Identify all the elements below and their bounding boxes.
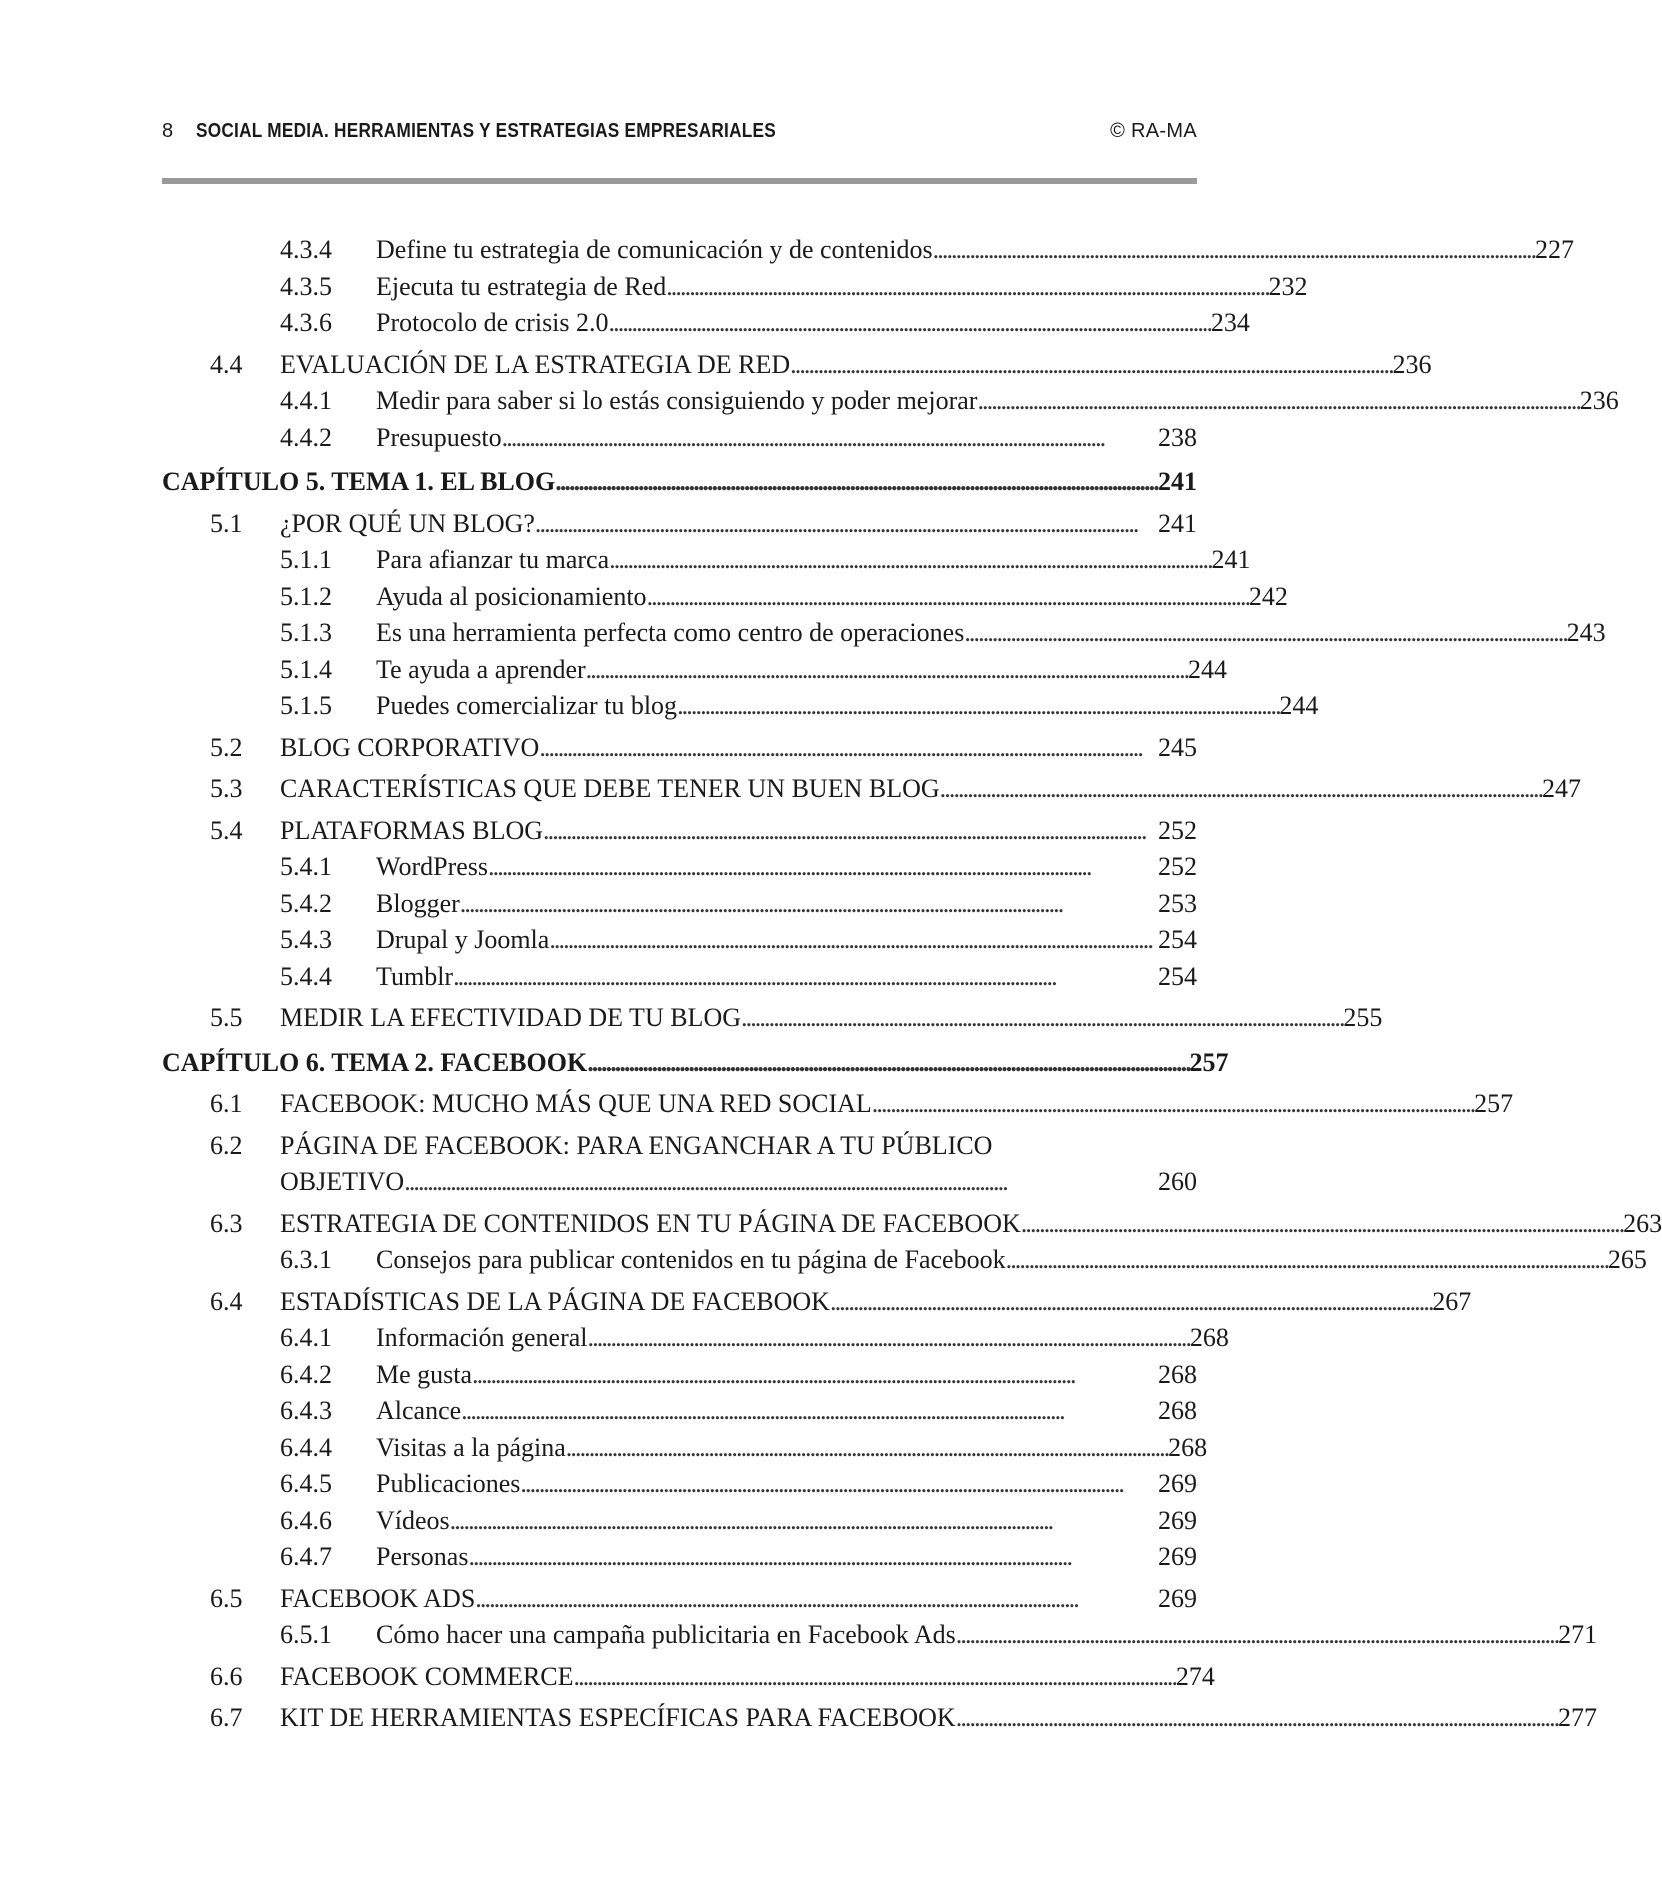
toc-entry-page: 268 <box>1189 1323 1229 1352</box>
toc-entry-title: Publicaciones <box>376 1469 521 1498</box>
toc-entry-row <box>162 1128 1197 1165</box>
toc-dot-leader <box>677 688 1277 725</box>
toc-entry-page: 236 <box>1579 386 1619 415</box>
toc-entry-page: 247 <box>1541 774 1581 803</box>
toc-entry-title: Define tu estrategia de comunicación y de contenidos <box>376 235 933 264</box>
toc-entry-number: 5.1.1 <box>280 545 332 574</box>
toc-dot-leader <box>790 347 1390 384</box>
toc-entry-row <box>162 1000 1383 1037</box>
toc-entry-number: 6.6 <box>210 1661 243 1691</box>
toc-entry-row <box>162 922 1197 959</box>
toc-entry-row <box>162 688 1319 725</box>
toc-dot-leader <box>539 730 1156 767</box>
toc-entry-page: 267 <box>1432 1286 1472 1316</box>
toc-entry-title: BLOG CORPORATIVO <box>280 732 540 762</box>
toc-dot-leader <box>977 383 1577 420</box>
toc-entry-title: Protocolo de crisis 2.0 <box>376 308 609 337</box>
toc-entry-title: FACEBOOK COMMERCE <box>280 1661 574 1691</box>
toc-dot-leader <box>647 579 1247 616</box>
toc-entry-page: 260 <box>1158 1167 1197 1196</box>
toc-dot-leader <box>940 771 1540 808</box>
toc-entry-page: 253 <box>1158 888 1197 918</box>
toc-entry-title: CARACTERÍSTICAS QUE DEBE TENER UN BUEN BLOG <box>280 774 940 803</box>
toc-entry-number: 5.5 <box>210 1003 243 1032</box>
toc-entry-row <box>162 1284 1472 1321</box>
toc-dot-leader <box>543 813 1156 850</box>
toc-dot-leader <box>587 1045 1187 1082</box>
toc-entry-number: 4.4 <box>210 349 243 379</box>
toc-entry-row <box>162 305 1250 342</box>
toc-entry-title: FACEBOOK ADS <box>280 1583 476 1613</box>
toc-dot-leader <box>588 1320 1188 1357</box>
toc-entry-title: ¿POR QUÉ UN BLOG? <box>280 508 535 538</box>
toc-entry-title: Te ayuda a aprender <box>376 654 586 684</box>
toc-entry-page: 269 <box>1158 1542 1197 1571</box>
toc-entry-row <box>162 1357 1197 1394</box>
toc-dot-leader <box>450 1503 1156 1540</box>
toc-entry-row <box>162 1503 1197 1540</box>
toc-entry-title: Me gusta <box>376 1359 473 1389</box>
toc-entry-page: 268 <box>1158 1359 1197 1389</box>
toc-entry-number: 6.4.1 <box>280 1323 332 1352</box>
toc-entry-page: 274 <box>1175 1661 1215 1691</box>
toc-entry-number: 5.4 <box>210 815 243 845</box>
toc-entry-number: 4.3.5 <box>280 271 332 301</box>
header-book-title: SOCIAL MEDIA. HERRAMIENTAS Y ESTRATEGIAS EMPRESARIALES <box>196 120 777 142</box>
toc-dot-leader <box>404 1164 1156 1201</box>
toc-entry-row <box>162 1430 1208 1467</box>
toc-entry-number: 6.5 <box>210 1583 243 1613</box>
toc-entry-title: Personas <box>376 1542 469 1571</box>
toc-dot-leader <box>520 1466 1156 1503</box>
toc-dot-leader <box>1021 1206 1621 1243</box>
toc-entry-row <box>162 771 1581 808</box>
toc-entry-title: ESTRATEGIA DE CONTENIDOS EN TU PÁGINA DE FACEBOOK <box>280 1208 1021 1238</box>
toc-entry-page: 257 <box>1189 1047 1229 1077</box>
toc-entry-page: 271 <box>1558 1620 1598 1649</box>
toc-entry-number: 6.4 <box>210 1286 243 1316</box>
toc-dot-leader <box>586 652 1186 689</box>
toc-entry-row <box>162 420 1197 457</box>
toc-entry-page: 241 <box>1158 508 1197 538</box>
toc-dot-leader <box>872 1086 1472 1123</box>
toc-entry-row <box>162 1539 1197 1576</box>
toc-entry-title: Medir para saber si lo estás consiguiendo y poder mejorar <box>376 386 978 415</box>
toc-entry-title: Drupal y Joomla <box>376 925 550 954</box>
toc-dot-leader <box>460 886 1156 923</box>
toc-entry-row <box>162 1320 1229 1357</box>
toc-dot-leader <box>453 959 1156 996</box>
toc-entry-number: 6.4.4 <box>280 1432 332 1462</box>
toc-entry-page: 232 <box>1268 271 1308 301</box>
toc-entry-row <box>162 1242 1647 1279</box>
toc-entry-title: Cómo hacer una campaña publicitaria en Facebook Ads <box>376 1620 956 1649</box>
toc-entry-number: 5.1.5 <box>280 691 332 720</box>
toc-entry-title: CAPÍTULO 6. TEMA 2. FACEBOOK <box>162 1047 588 1077</box>
toc-entry-page: 252 <box>1158 852 1197 881</box>
toc-entry-row <box>162 506 1197 543</box>
header-rule <box>162 178 1197 184</box>
toc-entry-title: KIT DE HERRAMIENTAS ESPECÍFICAS PARA FACEBOOK <box>280 1703 956 1732</box>
toc-entry-page: 268 <box>1168 1432 1208 1462</box>
toc-entry-title: Ayuda al posicionamiento <box>376 581 647 611</box>
toc-entry-row <box>162 652 1227 689</box>
toc-entry-page: 244 <box>1279 691 1319 720</box>
toc-dot-leader <box>468 1539 1156 1576</box>
toc-entry-page: 268 <box>1158 1396 1197 1425</box>
toc-entry-title: Vídeos <box>376 1505 450 1535</box>
toc-dot-leader <box>964 615 1564 652</box>
toc-dot-leader <box>488 849 1156 886</box>
toc-entry-title: FACEBOOK: MUCHO MÁS QUE UNA RED SOCIAL <box>280 1089 872 1118</box>
toc-entry-page: 269 <box>1158 1505 1197 1535</box>
toc-entry-title: Alcance <box>376 1396 462 1425</box>
toc-entry-row <box>162 1581 1197 1618</box>
toc-entry-number: 5.2 <box>210 732 243 762</box>
toc-entry-page: 257 <box>1474 1089 1514 1118</box>
toc-entry-page: 242 <box>1248 581 1288 611</box>
toc-entry-page: 254 <box>1158 961 1197 991</box>
toc-dot-leader <box>956 1617 1556 1654</box>
toc-entry-page: 241 <box>1211 545 1251 574</box>
toc-entry-page: 255 <box>1343 1003 1383 1032</box>
toc-dot-leader <box>566 1430 1166 1467</box>
toc-dot-leader <box>956 1700 1556 1737</box>
toc-dot-leader <box>502 420 1156 457</box>
toc-entry-row <box>162 269 1308 306</box>
toc-dot-leader <box>574 1659 1174 1696</box>
toc-entry-title: CAPÍTULO 5. TEMA 1. EL BLOG <box>162 467 556 496</box>
toc-entry-title: Blogger <box>376 888 460 918</box>
toc-entry-number: 5.4.3 <box>280 925 332 954</box>
toc-entry-title: Información general <box>376 1323 588 1352</box>
toc-entry-title: Para afianzar tu marca <box>376 545 610 574</box>
toc-dot-leader <box>1006 1242 1606 1279</box>
running-header <box>162 116 1197 152</box>
toc-entry-title: PÁGINA DE FACEBOOK: PARA ENGANCHAR A TU PÚBLICO <box>280 1130 993 1160</box>
toc-dot-leader <box>609 305 1209 342</box>
toc-entry-number: 6.2 <box>210 1130 243 1160</box>
toc-entry-row <box>162 579 1288 616</box>
toc-entry-page: 269 <box>1158 1583 1197 1613</box>
toc-entry-number: 6.3 <box>210 1208 243 1238</box>
toc-entry-number: 5.1.4 <box>280 654 332 684</box>
toc-entry-title: Es una herramienta perfecta como centro de operaciones <box>376 618 965 647</box>
toc-chapter-row <box>162 464 1197 501</box>
header-page-number: 8 <box>162 120 174 142</box>
toc-entry-page: 265 <box>1607 1245 1647 1274</box>
toc-entry-page: 263 <box>1623 1208 1662 1238</box>
toc-entry-page: 243 <box>1566 618 1606 647</box>
toc-entry-row <box>162 615 1606 652</box>
toc-entry-number: 5.3 <box>210 774 243 803</box>
toc-entry-number: 4.4.2 <box>280 422 332 452</box>
toc-entry-page: 234 <box>1210 308 1250 337</box>
toc-entry-title: ESTADÍSTICAS DE LA PÁGINA DE FACEBOOK <box>280 1286 830 1316</box>
toc-dot-leader <box>609 542 1209 579</box>
toc-entry-title: Visitas a la página <box>376 1432 566 1462</box>
toc-entry-row <box>162 347 1432 384</box>
toc-entry-page: 227 <box>1534 235 1574 264</box>
toc-entry-title: Tumblr <box>376 961 454 991</box>
toc-entry-number: 4.3.6 <box>280 308 332 337</box>
toc-entry-row <box>162 1466 1197 1503</box>
toc-chapter-row <box>162 1045 1229 1082</box>
toc-entry-row <box>162 1700 1598 1737</box>
toc-entry-number: 6.7 <box>210 1703 243 1732</box>
toc-entry-row <box>162 1206 1662 1243</box>
toc-dot-leader <box>549 922 1156 959</box>
toc-entry-page: 254 <box>1158 925 1197 954</box>
toc-dot-leader <box>555 464 1156 501</box>
toc-entry-page: 245 <box>1158 732 1197 762</box>
toc-entry-number: 5.1.3 <box>280 618 332 647</box>
toc-entry-row <box>162 730 1197 767</box>
toc-entry-title: OBJETIVO <box>280 1167 405 1196</box>
toc-entry-row <box>162 813 1197 850</box>
toc-entry-number: 5.1 <box>210 508 243 538</box>
toc-entry-row <box>162 1617 1598 1654</box>
toc-dot-leader <box>741 1000 1341 1037</box>
toc-dot-leader <box>461 1393 1156 1430</box>
toc-entry-page: 238 <box>1158 422 1197 452</box>
toc-entry-row <box>162 959 1197 996</box>
toc-entry-page: 252 <box>1158 815 1197 845</box>
toc-entry-number: 6.3.1 <box>280 1245 332 1274</box>
toc-entry-title: Puedes comercializar tu blog <box>376 691 678 720</box>
toc-entry-row <box>162 1659 1215 1696</box>
toc-entry-row <box>162 1393 1197 1430</box>
table-of-contents <box>162 232 1662 1737</box>
toc-entry-page: 236 <box>1392 349 1432 379</box>
toc-entry-number: 4.3.4 <box>280 235 332 264</box>
toc-entry-number: 5.4.4 <box>280 961 332 991</box>
toc-entry-title: MEDIR LA EFECTIVIDAD DE TU BLOG <box>280 1003 741 1032</box>
toc-entry-number: 5.1.2 <box>280 581 332 611</box>
toc-entry-title: Consejos para publicar contenidos en tu página de Facebook <box>376 1245 1006 1274</box>
toc-entry-title: Presupuesto <box>376 422 502 452</box>
toc-entry-row <box>162 383 1619 420</box>
toc-dot-leader <box>475 1581 1156 1618</box>
toc-entry-number: 6.4.2 <box>280 1359 332 1389</box>
toc-entry-number: 6.5.1 <box>280 1620 332 1649</box>
toc-entry-number: 5.4.1 <box>280 852 332 881</box>
toc-entry-page: 269 <box>1158 1469 1197 1498</box>
toc-dot-leader <box>830 1284 1430 1321</box>
toc-entry-row <box>162 542 1251 579</box>
toc-entry-number: 6.1 <box>210 1089 243 1118</box>
toc-entry-number: 4.4.1 <box>280 386 332 415</box>
toc-entry-title: PLATAFORMAS BLOG <box>280 815 544 845</box>
toc-dot-leader <box>666 269 1266 306</box>
toc-entry-row <box>162 1164 1197 1201</box>
toc-entry-title: Ejecuta tu estrategia de Red <box>376 271 667 301</box>
toc-entry-number: 5.4.2 <box>280 888 332 918</box>
toc-entry-title: WordPress <box>376 852 489 881</box>
toc-entry-number: 6.4.6 <box>280 1505 332 1535</box>
toc-entry-row <box>162 886 1197 923</box>
toc-entry-page: 277 <box>1558 1703 1598 1732</box>
toc-entry-number: 6.4.3 <box>280 1396 332 1425</box>
header-publisher: © RA-MA <box>1110 120 1197 142</box>
toc-entry-page: 244 <box>1187 654 1227 684</box>
toc-entry-title: EVALUACIÓN DE LA ESTRATEGIA DE RED <box>280 349 791 379</box>
toc-entry-row <box>162 232 1574 269</box>
toc-dot-leader <box>535 506 1156 543</box>
toc-entry-number: 6.4.7 <box>280 1542 332 1571</box>
toc-entry-row <box>162 849 1197 886</box>
toc-entry-page: 241 <box>1158 467 1197 496</box>
toc-entry-number: 6.4.5 <box>280 1469 332 1498</box>
toc-dot-leader <box>933 232 1533 269</box>
toc-entry-row <box>162 1086 1514 1123</box>
toc-dot-leader <box>472 1357 1156 1394</box>
